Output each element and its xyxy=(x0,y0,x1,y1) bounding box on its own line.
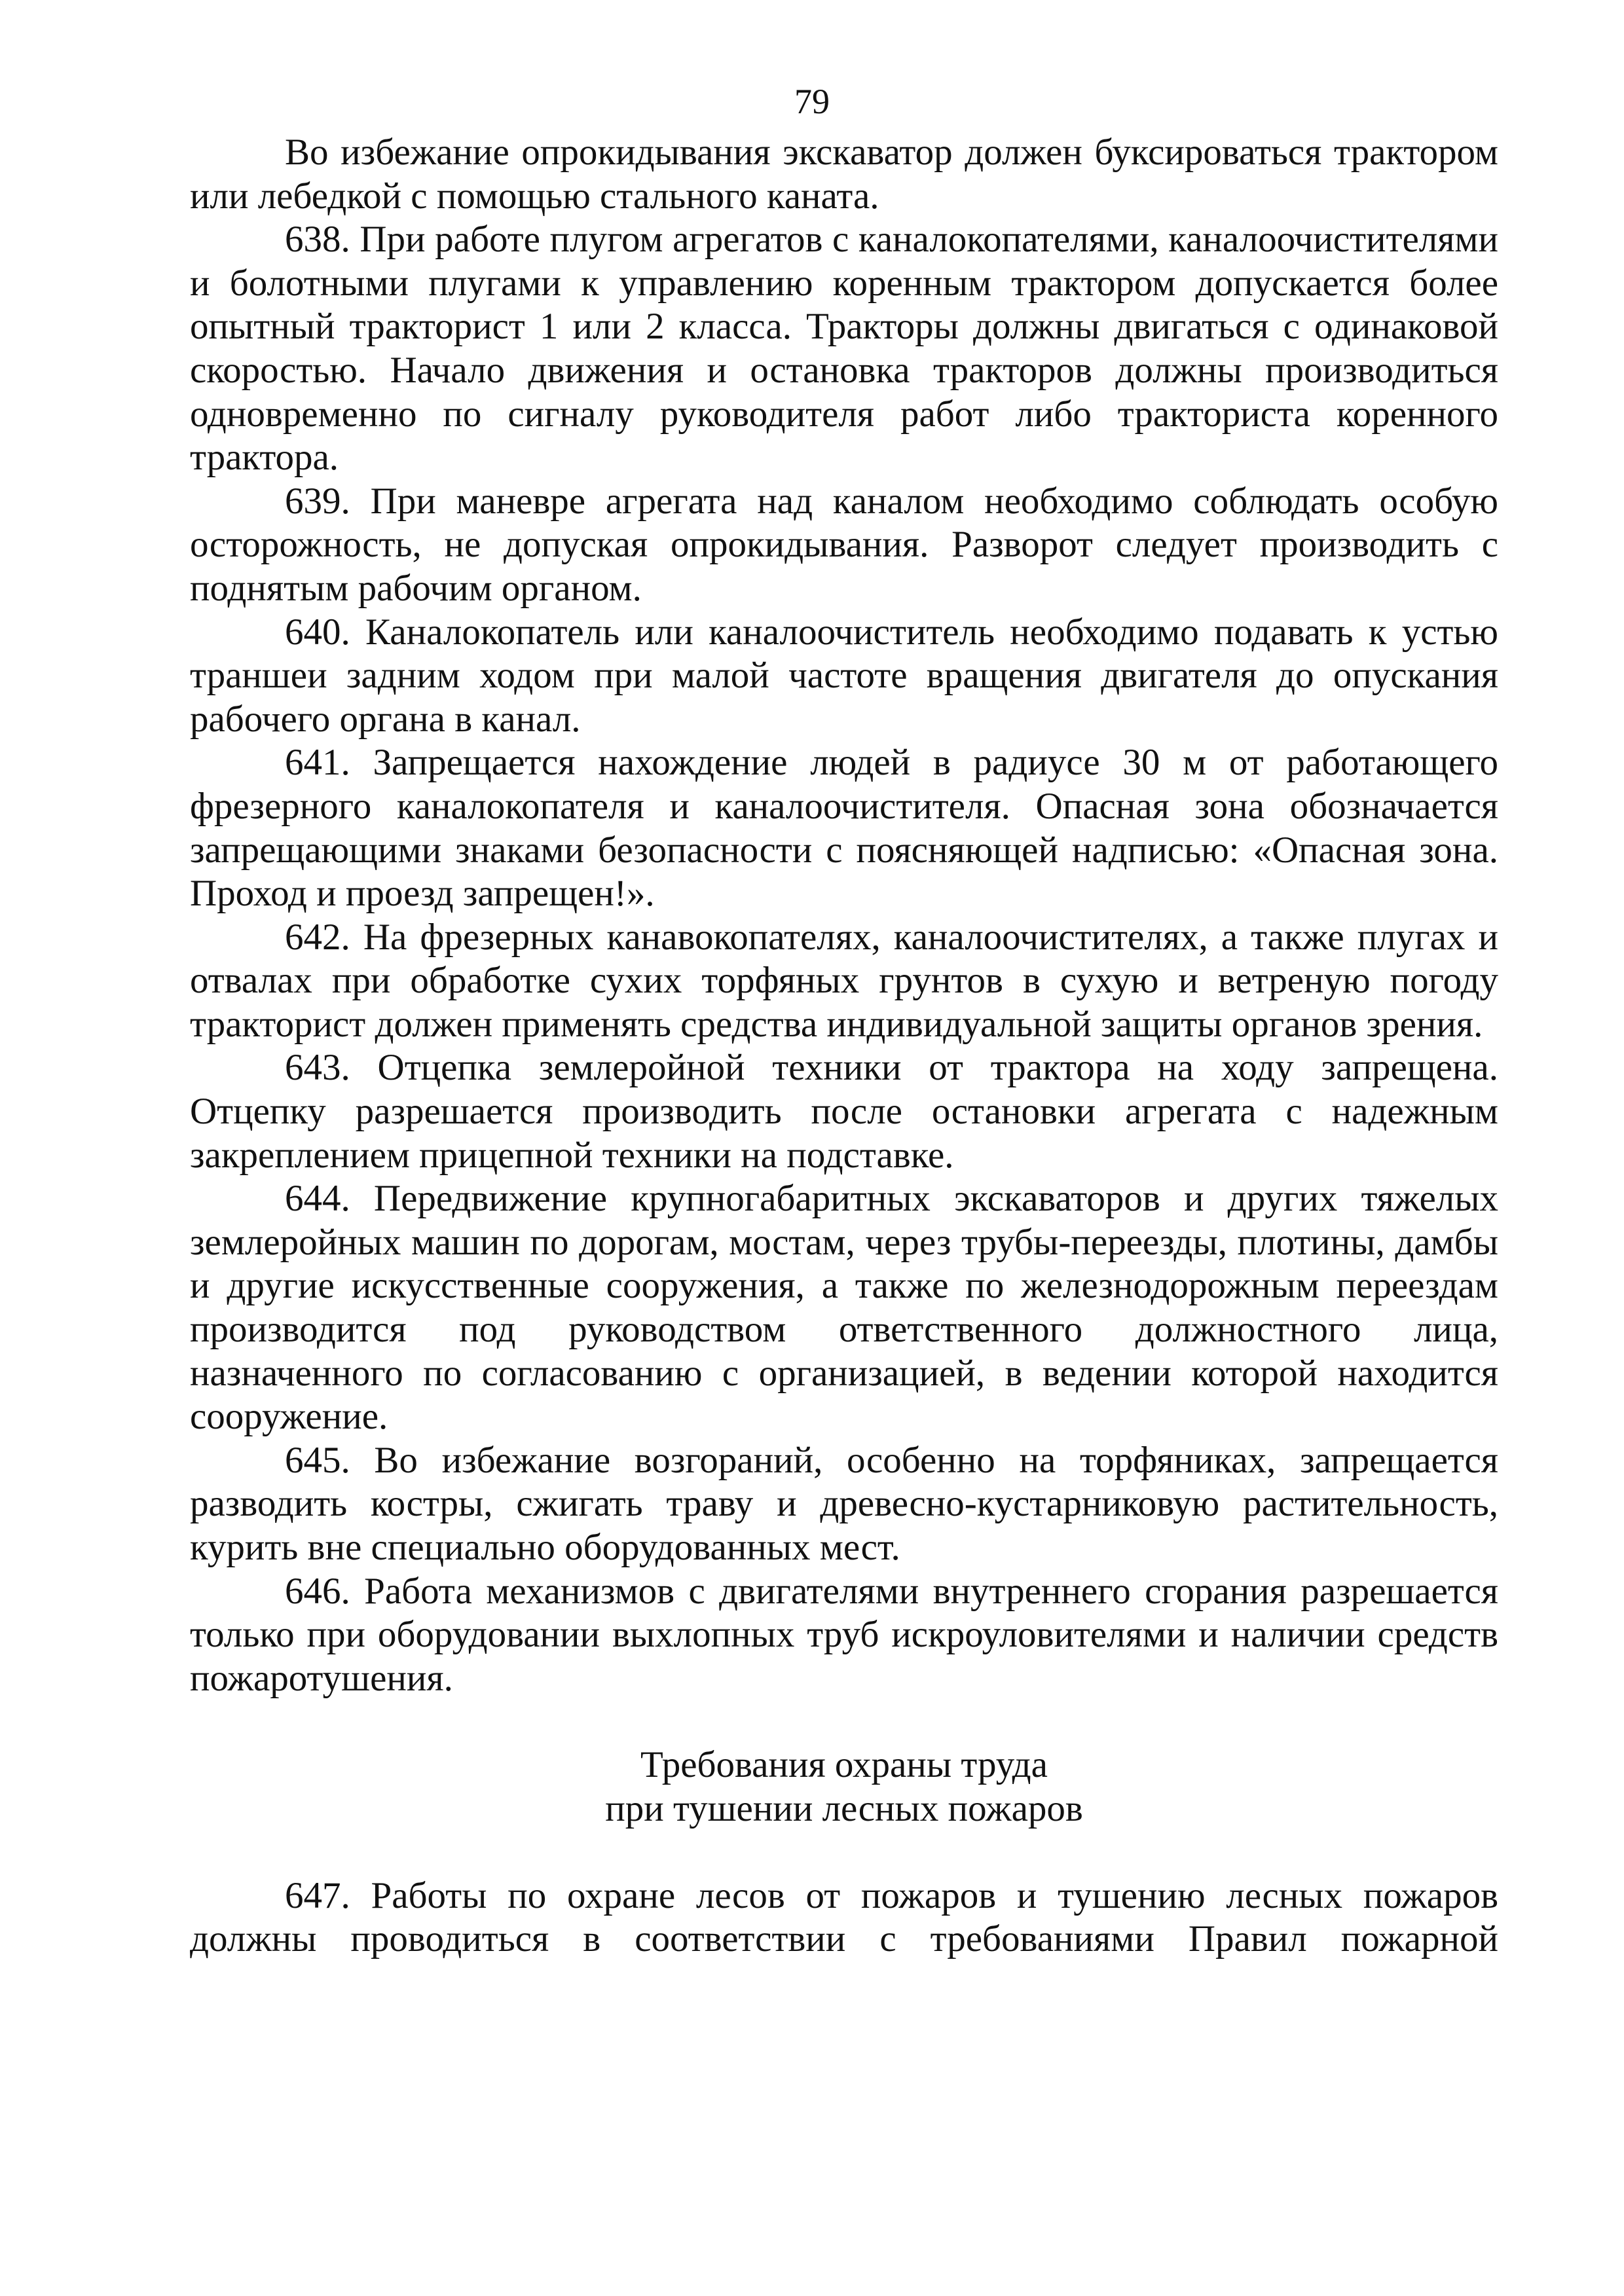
paragraph-645: 645. Во избежание возгораний, особенно на торфяниках, запрещается разводить костры, сжигать траву и древесно-кустарниковую растительность, курить вне специально оборудованных мест. xyxy=(190,1439,1498,1568)
section-heading-line-2: при тушении лесных пожаров xyxy=(605,1787,1083,1829)
paragraph-644: 644. Передвижение крупногабаритных экскаваторов и других тяжелых землеройных машин по дорогам, мостам, через трубы-переезды, плотины, дамбы и другие искусственные сооружения, а также по железнодорожным переездам производится под руководством ответственного должностного лица, назначенного по согласованию с организацией, в ведении которой находится сооружение. xyxy=(190,1178,1498,1438)
paragraph-647: 647. Работы по охране лесов от пожаров и тушению лесных пожаров должны проводиться в соответствии с требованиями Правил пожарной xyxy=(190,1874,1498,1960)
paragraph-642: 642. На фрезерных канавокопателях, каналоочистителях, а также плугах и отвалах при обработке сухих торфяных грунтов в сухую и ветреную погоду тракторист должен применять средства индивидуальной защиты органов зрения. xyxy=(190,916,1498,1045)
document-body xyxy=(190,131,1498,1961)
section-heading xyxy=(190,1743,1498,1831)
paragraph-643: 643. Отцепка землеройной техники от трактора на ходу запрещена. Отцепку разрешается производить после остановки агрегата с надежным закреплением прицепной техники на подставке. xyxy=(190,1047,1498,1176)
page-number: 79 xyxy=(794,82,830,121)
paragraph-638: 638. При работе плугом агрегатов с каналокопателями, каналоочистителями и болотными плугами к управлению коренным трактором допускается более опытный тракторист 1 или 2 класса. Тракторы должны двигаться с одинаковой скоростью. Начало движения и остановка тракторов должны производиться одновременно по сигналу руководителя работ либо тракториста коренного трактора. xyxy=(190,219,1498,479)
paragraph-646: 646. Работа механизмов с двигателями внутреннего сгорания разрешается только при оборудовании выхлопных труб искроуловителями и наличии средств пожаротушения. xyxy=(190,1570,1498,1699)
paragraph-639: 639. При маневре агрегата над каналом необходимо соблюдать особую осторожность, не допуская опрокидывания. Разворот следует производить с поднятым рабочим органом. xyxy=(190,480,1498,609)
paragraph-640: 640. Каналокопатель или каналоочиститель необходимо подавать к устью траншеи задним ходом при малой частоте вращения двигателя до опускания рабочего органа в канал. xyxy=(190,611,1498,740)
paragraph-641: 641. Запрещается нахождение людей в радиусе 30 м от работающего фрезерного каналокопателя и каналоочистителя. Опасная зона обозначается запрещающими знаками безопасности с поясняющей надписью: «Опасная зона. Проход и проезд запрещен!». xyxy=(190,742,1498,915)
paragraph-continuation: Во избежание опрокидывания экскаватор должен буксироваться трактором или лебедкой с помощью стального каната. xyxy=(190,132,1498,217)
section-heading-line-1: Требования охраны труда xyxy=(640,1744,1048,1786)
